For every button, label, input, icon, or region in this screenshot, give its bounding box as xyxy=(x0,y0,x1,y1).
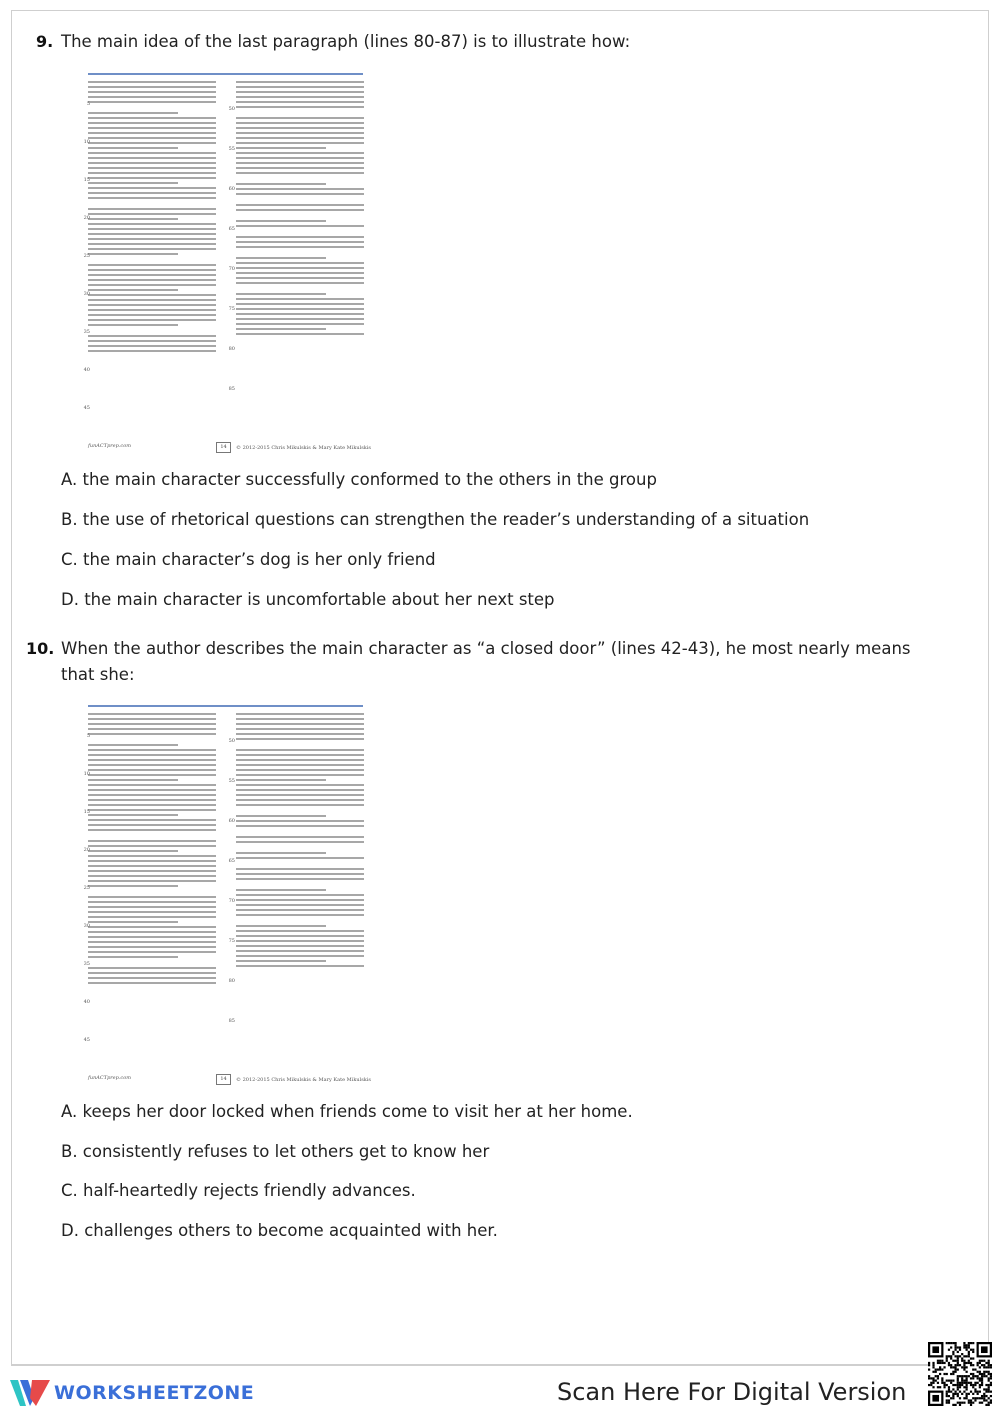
line-number: 15 xyxy=(83,177,90,183)
passage-page-number: 14 xyxy=(216,1074,231,1085)
line-number: 55 xyxy=(228,146,235,152)
question-10-option-d[interactable]: D. challenges others to become acquainted with her. xyxy=(61,1221,498,1240)
line-number: 75 xyxy=(228,306,235,312)
line-number: 50 xyxy=(228,106,235,112)
line-number: 45 xyxy=(83,1037,90,1043)
passage-column-right xyxy=(236,81,364,411)
line-number: 50 xyxy=(228,738,235,744)
passage-footer-site: funACTprep.com xyxy=(88,443,131,449)
line-number: 20 xyxy=(83,215,90,221)
passage-thumbnail-2 xyxy=(76,705,376,1085)
line-number: 25 xyxy=(83,253,90,259)
line-number: 15 xyxy=(83,809,90,815)
passage-top-rule xyxy=(88,73,363,75)
passage-copyright: © 2012-2015 Chris Mikulskis & Mary Kate Mikulskis xyxy=(236,445,371,451)
line-number: 20 xyxy=(83,847,90,853)
line-number: 60 xyxy=(228,818,235,824)
line-number: 10 xyxy=(83,139,90,145)
line-number: 30 xyxy=(83,291,90,297)
line-number: 5 xyxy=(86,101,90,107)
line-number: 85 xyxy=(228,1018,235,1024)
line-number: 60 xyxy=(228,186,235,192)
passage-copyright: © 2012-2015 Chris Mikulskis & Mary Kate Mikulskis xyxy=(236,1077,371,1083)
passage-top-rule xyxy=(88,705,363,707)
line-number: 30 xyxy=(83,923,90,929)
line-number: 65 xyxy=(228,858,235,864)
line-number: 10 xyxy=(83,771,90,777)
worksheetzone-logo[interactable] xyxy=(10,1376,254,1410)
question-10-option-b[interactable]: B. consistently refuses to let others get to know her xyxy=(61,1142,490,1161)
brand-name: WORKSHEETZONE xyxy=(54,1382,255,1404)
line-number: 55 xyxy=(228,778,235,784)
line-number: 25 xyxy=(83,885,90,891)
line-number: 80 xyxy=(228,346,235,352)
line-number: 35 xyxy=(83,329,90,335)
passage-column-left xyxy=(88,713,216,1043)
question-9-option-d[interactable]: D. the main character is uncomfortable about her next step xyxy=(61,590,555,609)
passage-page-number: 14 xyxy=(216,442,231,453)
line-number: 85 xyxy=(228,386,235,392)
footer-divider xyxy=(11,1365,989,1366)
question-10-text: When the author describes the main character as “a closed door” (lines 42-43), he most nearly means that she: xyxy=(61,639,911,684)
line-number: 45 xyxy=(83,405,90,411)
passage-column-left xyxy=(88,81,216,411)
line-number: 80 xyxy=(228,978,235,984)
line-number: 40 xyxy=(83,367,90,373)
scan-text: Scan Here For Digital Version xyxy=(557,1378,907,1406)
question-9-option-c[interactable]: C. the main character’s dog is her only friend xyxy=(61,550,436,569)
line-number: 70 xyxy=(228,898,235,904)
question-10-number: 10. xyxy=(26,639,55,658)
question-9-option-b[interactable]: B. the use of rhetorical questions can strengthen the reader’s understanding of a situation xyxy=(61,510,810,529)
passage-column-right xyxy=(236,713,364,1043)
line-number: 65 xyxy=(228,226,235,232)
qr-code-icon[interactable] xyxy=(928,1342,992,1406)
worksheetzone-logo-icon xyxy=(10,1376,50,1410)
question-9-text: The main idea of the last paragraph (lines 80-87) is to illustrate how: xyxy=(61,32,631,51)
line-number: 75 xyxy=(228,938,235,944)
line-number: 5 xyxy=(86,733,90,739)
line-number: 35 xyxy=(83,961,90,967)
question-10-option-c[interactable]: C. half-heartedly rejects friendly advances. xyxy=(61,1181,416,1200)
line-number: 70 xyxy=(228,266,235,272)
line-number: 40 xyxy=(83,999,90,1005)
passage-footer-site: funACTprep.com xyxy=(88,1075,131,1081)
question-10-option-a[interactable]: A. keeps her door locked when friends come to visit her at her home. xyxy=(61,1102,633,1121)
passage-thumbnail-1 xyxy=(76,73,376,453)
question-9-option-a[interactable]: A. the main character successfully conformed to the others in the group xyxy=(61,470,657,489)
question-9-number: 9. xyxy=(36,32,54,51)
